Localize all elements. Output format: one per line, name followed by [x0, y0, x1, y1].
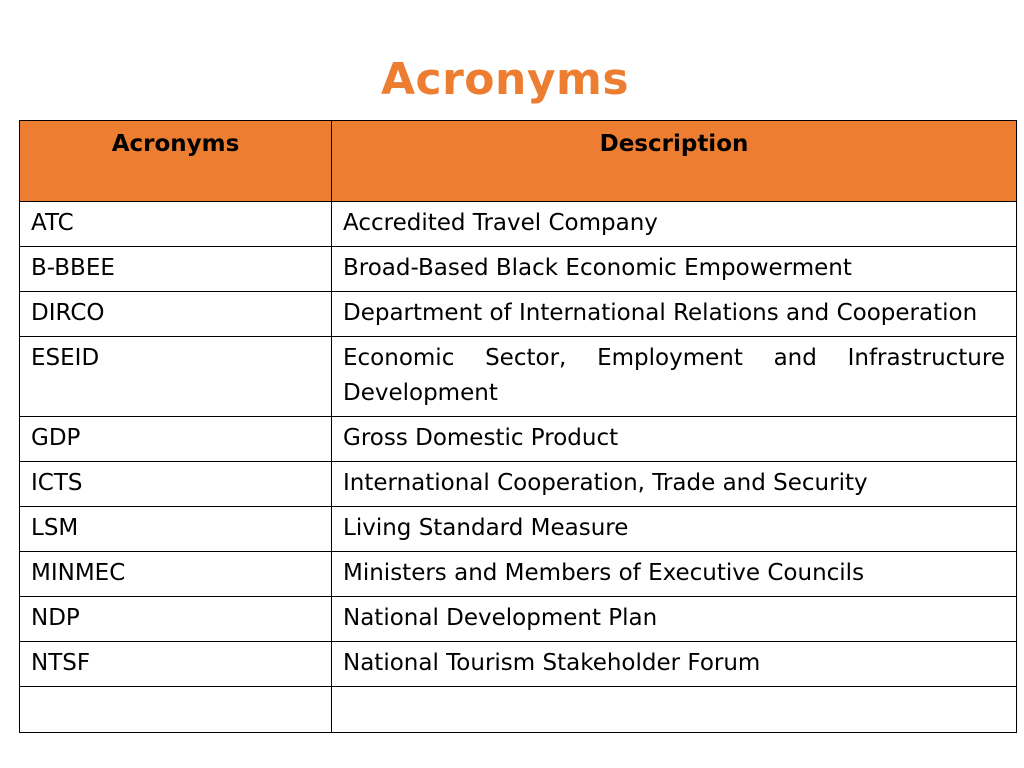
table-row [20, 642, 1017, 687]
acronyms-table [19, 120, 1017, 733]
table-row [20, 337, 1017, 417]
description-cell: Living Standard Measure [332, 507, 1017, 552]
description-cell: National Development Plan [332, 597, 1017, 642]
header-acronyms: Acronyms [20, 121, 332, 202]
table-row [20, 247, 1017, 292]
acronym-cell [20, 687, 332, 733]
description-cell: Department of International Relations and Cooperation [332, 292, 1017, 337]
table-row [20, 507, 1017, 552]
acronyms-table-container [19, 120, 1016, 733]
header-description: Description [332, 121, 1017, 202]
table-row [20, 462, 1017, 507]
acronym-cell: DIRCO [20, 292, 332, 337]
acronym-cell: ATC [20, 202, 332, 247]
table-row-empty [20, 687, 1017, 733]
description-cell: Broad-Based Black Economic Empowerment [332, 247, 1017, 292]
acronym-cell: GDP [20, 417, 332, 462]
acronym-cell: ICTS [20, 462, 332, 507]
slide-title: Acronyms [380, 54, 630, 105]
description-cell: National Tourism Stakeholder Forum [332, 642, 1017, 687]
acronym-cell: NDP [20, 597, 332, 642]
description-cell: Ministers and Members of Executive Councils [332, 552, 1017, 597]
acronym-cell: B-BBEE [20, 247, 332, 292]
acronym-cell: ESEID [20, 337, 332, 417]
table-header-row [20, 121, 1017, 202]
acronym-cell: LSM [20, 507, 332, 552]
table-row [20, 417, 1017, 462]
table-row [20, 202, 1017, 247]
table-row [20, 552, 1017, 597]
acronym-cell: NTSF [20, 642, 332, 687]
description-cell: Accredited Travel Company [332, 202, 1017, 247]
description-cell: Economic Sector, Employment and Infrastructure Development [332, 337, 1017, 417]
acronym-cell: MINMEC [20, 552, 332, 597]
table-row [20, 292, 1017, 337]
description-cell: International Cooperation, Trade and Security [332, 462, 1017, 507]
description-cell: Gross Domestic Product [332, 417, 1017, 462]
table-row [20, 597, 1017, 642]
description-cell [332, 687, 1017, 733]
